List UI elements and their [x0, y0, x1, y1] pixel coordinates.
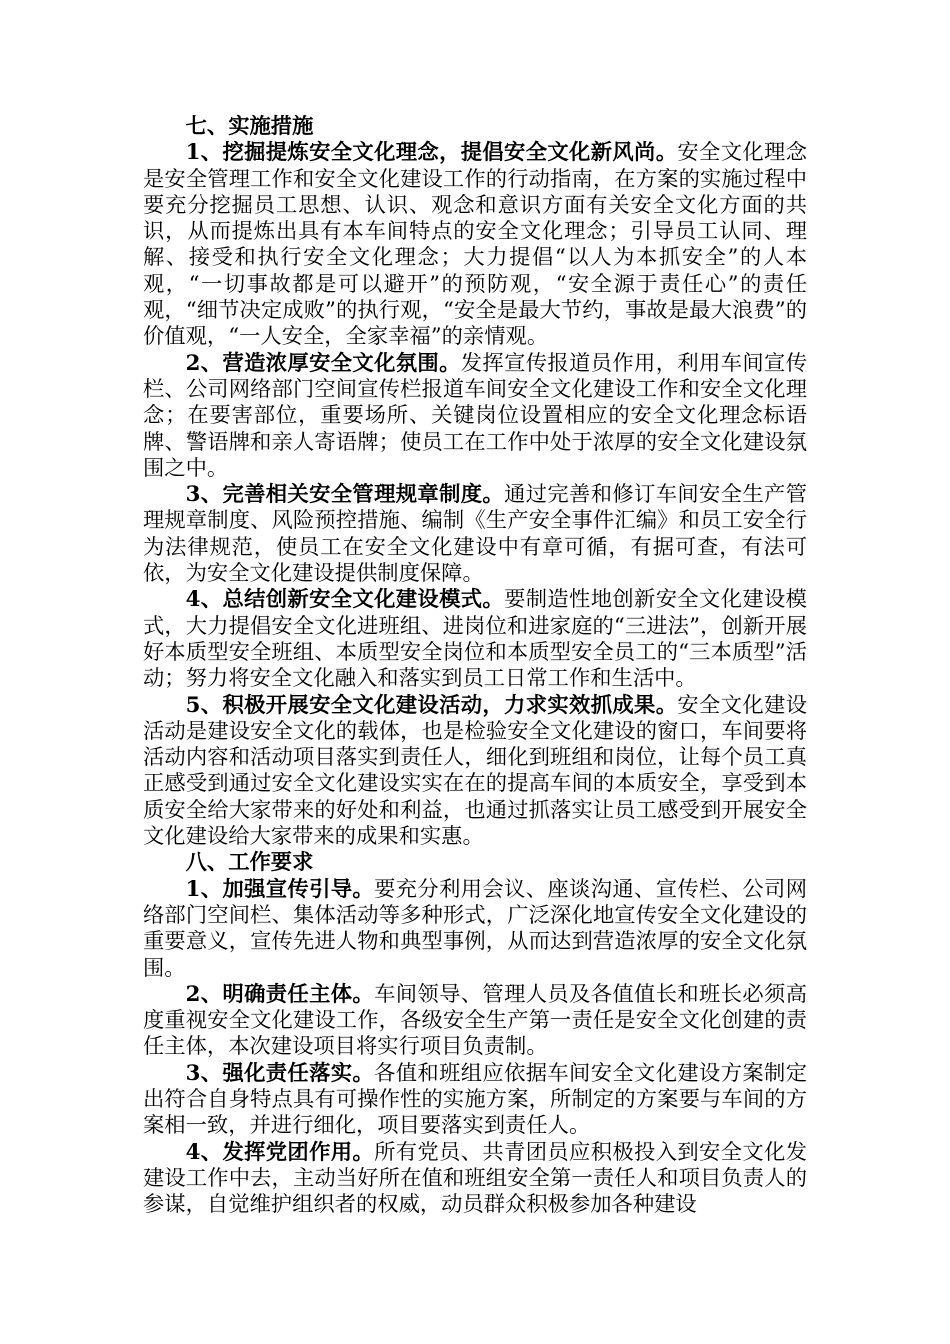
- paragraph-7-5: [143, 693, 807, 851]
- paragraph-body: 要制造性地创新安全文化建设模式，大力提倡安全文化进班组、进岗位和进家庭的“三进法”，创新开展好本质型安全班组、本质型安全岗位和本质型安全员工的“三本质型”活动；努力将安全文化融入和落实到员工日常工作和生活中。: [143, 587, 807, 692]
- paragraph-7-4: [143, 587, 807, 692]
- paragraph-lead: 4、总结创新安全文化建设模式。: [185, 587, 505, 613]
- paragraph-body: 各值和班组应依据车间安全文化建设方案制定出符合自身特点具有可操作性的实施方案，所制定的方案要与车间的方案相一致，并进行细化，项目要落实到责任人。: [143, 1060, 807, 1139]
- paragraph-8-3: [143, 1061, 807, 1140]
- paragraph-body: 车间领导、管理人员及各值值长和班长必须高度重视安全文化建设工作，各级安全生产第一责任是安全文化创建的责任主体，本次建设项目将实行项目负责制。: [143, 981, 807, 1060]
- paragraph-lead: 3、强化责任落实。: [185, 1060, 375, 1086]
- section-heading-8: 八、工作要求: [185, 850, 314, 876]
- paragraph-8-2: [143, 982, 807, 1061]
- paragraph-lead: 2、明确责任主体。: [185, 981, 375, 1007]
- paragraph-lead: 1、挖掘提炼安全文化理念，提倡安全文化新风尚。: [185, 140, 678, 166]
- paragraph-lead: 3、完善相关安全管理规章制度。: [185, 482, 505, 508]
- paragraph-7-2: [143, 351, 807, 482]
- paragraph-8-4: [143, 1140, 807, 1219]
- paragraph-body: 要充分利用会议、座谈沟通、宣传栏、公司网络部门空间栏、集体活动等多种形式，广泛深化地宣传安全文化建设的重要意义，宣传先进人物和典型事例，从而达到营造浓厚的安全文化氛围。: [143, 876, 807, 981]
- document-page: [143, 114, 807, 1218]
- paragraph-body: 安全文化建设活动是建设安全文化的载体，也是检验安全文化建设的窗口，车间要将活动内容和活动项目落实到责任人，细化到班组和岗位，让每个员工真正感受到通过安全文化建设实实在在的提高车间的本质安全，享受到本质安全给大家带来的好处和利益，也通过抓落实让员工感受到开展安全文化建设给大家带来的成果和实惠。: [143, 692, 807, 850]
- paragraph-lead: 2、营造浓厚安全文化氛围。: [185, 350, 461, 376]
- section-heading-7: 七、实施措施: [185, 114, 314, 139]
- paragraph-7-3: [143, 482, 807, 587]
- paragraph-7-1: [143, 140, 807, 350]
- paragraph-lead: 5、积极开展安全文化建设活动，力求实效抓成果。: [185, 692, 678, 718]
- paragraph-body: 安全文化理念是安全管理工作和安全文化建设工作的行动指南，在方案的实施过程中要充分挖掘员工思想、认识、观念和意识方面有关安全文化方面的共识，从而提炼出具有本车间特点的安全文化理念；引导员工认同、理解、接受和执行安全文化理念；大力提倡“以人为本抓安全”的人本观，“一切事故都是可以避开”的预防观，“安全源于责任心”的责任观，“细节决定成败”的执行观，“安全是最大节约，事故是最大浪费”的价值观，“一人安全，全家幸福”的亲情观。: [143, 140, 807, 350]
- paragraph-lead: 1、加强宣传引导。: [185, 876, 375, 902]
- paragraph-lead: 4、发挥党团作用。: [185, 1139, 375, 1165]
- paragraph-8-1: [143, 877, 807, 982]
- paragraph-body: 所有党员、共青团员应积极投入到安全文化发建设工作中去，主动当好所在值和班组安全第一责任人和项目负责人的参谋，自觉维护组织者的权威，动员群众积极参加各种建设: [143, 1139, 807, 1218]
- paragraph-body: 发挥宣传报道员作用，利用车间宣传栏、公司网络部门空间宣传栏报道车间安全文化建设工作和安全文化理念；在要害部位，重要场所、关键岗位设置相应的安全文化理念标语牌、警语牌和亲人寄语牌；使员工在工作中处于浓厚的安全文化建设氛围之中。: [143, 350, 807, 481]
- paragraph-body: 通过完善和修订车间安全生产管理规章制度、风险预控措施、编制《生产安全事件汇编》和员工安全行为法律规范，使员工在安全文化建设中有章可循，有据可查，有法可依，为安全文化建设提供制度保障。: [143, 482, 807, 587]
